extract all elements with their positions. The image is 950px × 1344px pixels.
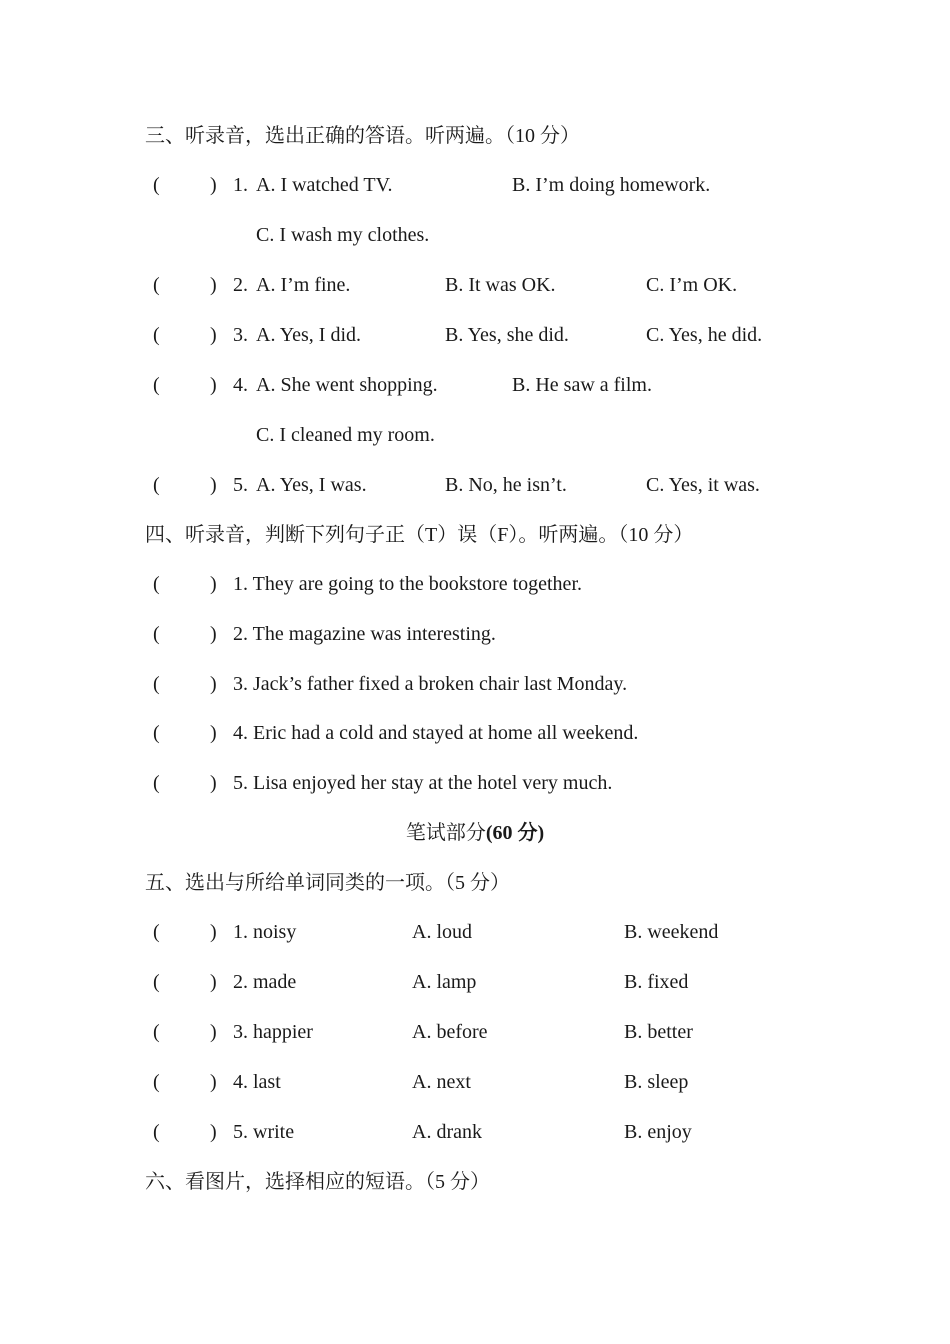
written-part-score: (60 分) <box>485 822 545 844</box>
section3-heading: 三、听录音，选出正确的答语。听两遍。（10 分） <box>145 125 580 147</box>
statement-text: 1. They are going to the bookstore together. <box>233 573 582 595</box>
statement-text: 5. Lisa enjoyed her stay at the hotel very much. <box>233 772 613 794</box>
section5-heading: 五、选出与所给单词同类的一项。（5 分） <box>145 872 510 894</box>
answer-bracket-close: ) <box>210 174 217 196</box>
answer-bracket-open[interactable]: ( <box>153 573 160 595</box>
option-c: C. Yes, he did. <box>646 324 763 346</box>
option-b: B. sleep <box>624 1071 689 1093</box>
item-number: 5. <box>233 474 248 496</box>
option-b: B. weekend <box>624 921 719 943</box>
option-a: A. loud <box>412 921 472 943</box>
option-c: C. I wash my clothes. <box>256 224 430 246</box>
answer-bracket-close: ) <box>210 274 217 296</box>
option-b: B. It was OK. <box>445 274 556 296</box>
given-word: 3. happier <box>233 1021 313 1043</box>
answer-bracket-open[interactable]: ( <box>153 971 160 993</box>
answer-bracket-open[interactable]: ( <box>153 1071 160 1093</box>
answer-bracket-open[interactable]: ( <box>153 324 160 346</box>
answer-bracket-close: ) <box>210 1021 217 1043</box>
statement-text: 2. The magazine was interesting. <box>233 623 496 645</box>
answer-bracket-close: ) <box>210 474 217 496</box>
option-a: A. I’m fine. <box>256 274 351 296</box>
option-a: A. She went shopping. <box>256 374 438 396</box>
given-word: 1. noisy <box>233 921 297 943</box>
section4-heading: 四、听录音，判断下列句子正（T）误（F）。听两遍。（10 分） <box>145 524 694 546</box>
answer-bracket-close: ) <box>210 772 217 794</box>
statement-text: 3. Jack’s father fixed a broken chair last Monday. <box>233 673 628 695</box>
written-part-title-cn: 笔试部分 <box>405 822 486 844</box>
item-number: 3. <box>233 324 248 346</box>
option-b: B. enjoy <box>624 1121 692 1143</box>
option-b: B. fixed <box>624 971 689 993</box>
given-word: 4. last <box>233 1071 281 1093</box>
answer-bracket-open[interactable]: ( <box>153 921 160 943</box>
answer-bracket-close: ) <box>210 722 217 744</box>
item-number: 2. <box>233 274 248 296</box>
answer-bracket-close: ) <box>210 1071 217 1093</box>
option-a: A. before <box>412 1021 488 1043</box>
answer-bracket-close: ) <box>210 971 217 993</box>
option-a: A. I watched TV. <box>256 174 393 196</box>
answer-bracket-open[interactable]: ( <box>153 1121 160 1143</box>
given-word: 2. made <box>233 971 297 993</box>
answer-bracket-open[interactable]: ( <box>153 374 160 396</box>
answer-bracket-open[interactable]: ( <box>153 623 160 645</box>
answer-bracket-close: ) <box>210 673 217 695</box>
answer-bracket-open[interactable]: ( <box>153 1021 160 1043</box>
option-a: A. drank <box>412 1121 482 1143</box>
written-part-title <box>0 821 950 845</box>
answer-bracket-close: ) <box>210 1121 217 1143</box>
option-b: B. He saw a film. <box>512 374 652 396</box>
option-b: B. Yes, she did. <box>445 324 569 346</box>
option-a: A. Yes, I was. <box>256 474 367 496</box>
option-b: B. No, he isn’t. <box>445 474 567 496</box>
given-word: 5. write <box>233 1121 295 1143</box>
option-c: C. I’m OK. <box>646 274 738 296</box>
option-b: B. better <box>624 1021 693 1043</box>
answer-bracket-close: ) <box>210 374 217 396</box>
answer-bracket-open[interactable]: ( <box>153 174 160 196</box>
option-a: A. lamp <box>412 971 477 993</box>
option-a: A. Yes, I did. <box>256 324 362 346</box>
option-c: C. I cleaned my room. <box>256 424 435 446</box>
option-b: B. I’m doing homework. <box>512 174 711 196</box>
answer-bracket-open[interactable]: ( <box>153 673 160 695</box>
answer-bracket-close: ) <box>210 573 217 595</box>
answer-bracket-open[interactable]: ( <box>153 274 160 296</box>
option-c: C. Yes, it was. <box>646 474 760 496</box>
answer-bracket-close: ) <box>210 324 217 346</box>
answer-bracket-open[interactable]: ( <box>153 474 160 496</box>
answer-bracket-close: ) <box>210 623 217 645</box>
statement-text: 4. Eric had a cold and stayed at home all weekend. <box>233 722 639 744</box>
answer-bracket-open[interactable]: ( <box>153 772 160 794</box>
section6-heading: 六、看图片，选择相应的短语。（5 分） <box>145 1171 490 1193</box>
answer-bracket-close: ) <box>210 921 217 943</box>
item-number: 1. <box>233 174 248 196</box>
option-a: A. next <box>412 1071 471 1093</box>
item-number: 4. <box>233 374 248 396</box>
answer-bracket-open[interactable]: ( <box>153 722 160 744</box>
